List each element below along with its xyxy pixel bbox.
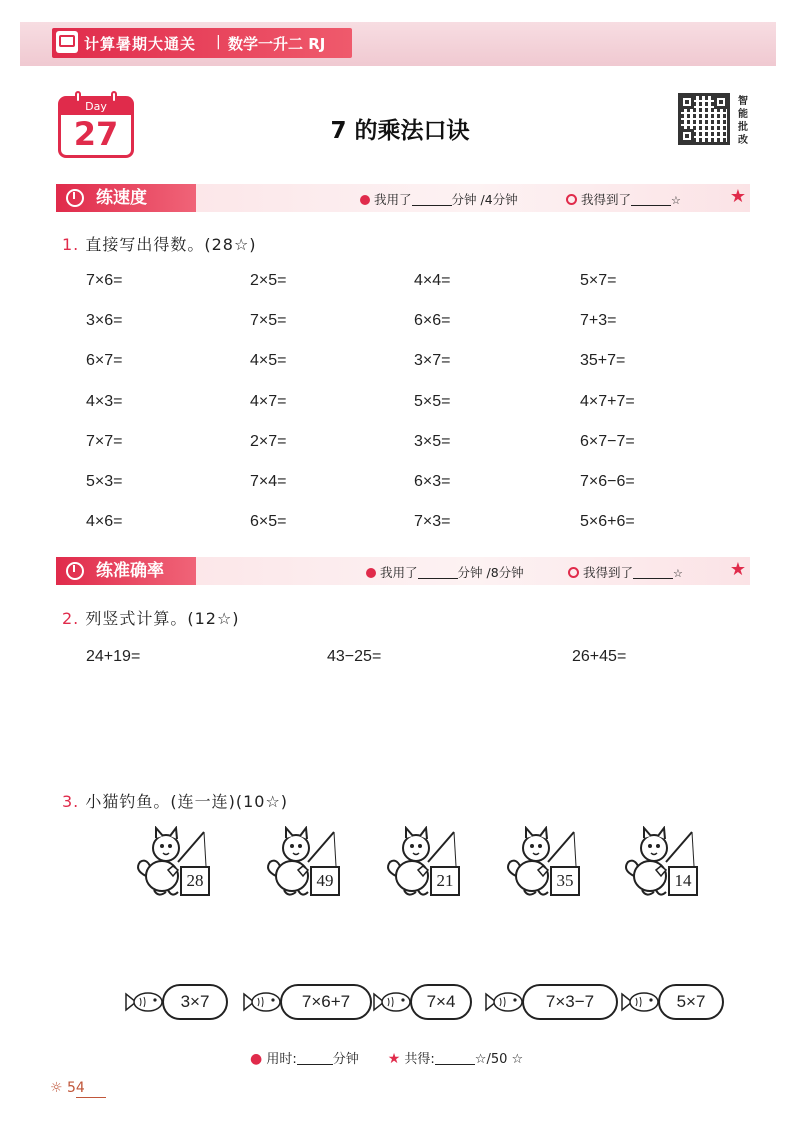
qr-code-icon[interactable] <box>678 93 730 145</box>
stopwatch-icon <box>66 189 84 207</box>
check-icon <box>568 567 579 578</box>
fish-icon <box>124 990 164 1014</box>
fishing-cat <box>620 826 720 900</box>
vertical-calc-item: 24+19= <box>86 648 141 665</box>
vertical-calc-item: 43−25= <box>327 648 382 665</box>
page-title: 7 的乘法口诀 <box>330 118 470 144</box>
oral-calc-item: 6×3= <box>414 473 451 490</box>
fish-expression: 7×3−7 <box>522 984 618 1020</box>
star-icon: ★ <box>387 1051 401 1067</box>
fishing-cat <box>382 826 482 900</box>
score-blank[interactable] <box>633 578 673 579</box>
fish-icon <box>620 990 660 1014</box>
total-score-blank[interactable] <box>435 1064 475 1065</box>
oral-calc-item: 6×7−7= <box>580 432 635 450</box>
check-icon <box>566 194 577 205</box>
oral-calc-item: 3×7= <box>414 352 451 370</box>
sun-icon: ☼ <box>50 1080 63 1096</box>
oral-calc-item: 4×4= <box>414 272 451 289</box>
section-bar-accuracy <box>56 557 750 585</box>
header-separator: | <box>216 34 221 50</box>
oral-calc-item: 35+7= <box>580 352 626 370</box>
score-blank[interactable] <box>631 205 671 206</box>
oral-calc-item: 6×7= <box>86 352 123 370</box>
day-number: 27 <box>73 115 119 153</box>
series-title: 计算暑期大通关 <box>84 35 197 53</box>
oral-calc-item: 2×5= <box>250 272 287 289</box>
clock-icon: ● <box>250 1051 263 1067</box>
oral-calc-item: 5×3= <box>86 473 123 490</box>
fish-icon <box>242 990 282 1014</box>
clock-icon <box>366 568 376 578</box>
oral-calc-item: 7×6−6= <box>580 473 635 490</box>
star-ribbon-icon: ★ <box>729 559 746 580</box>
fish-item[interactable] <box>242 984 374 1020</box>
cat-number-box[interactable]: 14 <box>668 866 698 896</box>
fish-icon <box>484 990 524 1014</box>
score-field: 我得到了 ☆ <box>566 190 681 208</box>
fish-item[interactable] <box>124 984 230 1020</box>
oral-calc-item: 7×3= <box>414 513 451 531</box>
fish-expression: 5×7 <box>658 984 724 1020</box>
clock-icon <box>360 195 370 205</box>
vertical-calc-item: 26+45= <box>572 648 627 665</box>
fishing-cat <box>262 826 362 900</box>
page-number: ☼ 54 <box>50 1080 85 1096</box>
oral-calc-item: 7×4= <box>250 473 287 490</box>
oral-calc-item: 4×3= <box>86 392 123 410</box>
oral-calc-item: 3×5= <box>414 432 451 450</box>
fish-expression: 7×6+7 <box>280 984 372 1020</box>
smart-grading-caption: 智 能 批 改 <box>738 96 748 146</box>
oral-calc-item: 2×7= <box>250 432 287 450</box>
question-2-prompt: 2. 列竖式计算。(12☆) <box>62 609 240 628</box>
oral-calc-item: 4×6= <box>86 513 123 531</box>
oral-calc-item: 3×6= <box>86 312 123 330</box>
subject-title: 数学一升二 RJ <box>228 35 326 53</box>
top-header-band <box>20 22 776 66</box>
oral-calc-item: 4×5= <box>250 352 287 370</box>
time-used-field: 我用了 分钟 /4分钟 <box>360 190 518 208</box>
star-ribbon-icon: ★ <box>729 186 746 207</box>
oral-calc-item: 7×6= <box>86 272 123 289</box>
fishing-cat <box>132 826 232 900</box>
section-bar-speed <box>56 184 750 212</box>
oral-calc-item: 7×5= <box>250 312 287 330</box>
section-label: 练准确率 <box>56 557 196 585</box>
footer-summary: ● 用时: 分钟 ★ 共得: ☆/50 ☆ <box>250 1051 524 1067</box>
oral-calc-item: 6×5= <box>250 513 287 531</box>
fish-item[interactable] <box>372 984 474 1020</box>
oral-calc-item: 7+3= <box>580 312 617 330</box>
target-icon <box>66 562 84 580</box>
score-field: 我得到了 ☆ <box>568 563 683 581</box>
question-3-prompt: 3. 小猫钓鱼。(连一连)(10☆) <box>62 792 289 811</box>
day-calendar-badge <box>58 96 134 158</box>
book-logo-icon <box>56 31 78 53</box>
question-1-prompt: 1. 直接写出得数。(28☆) <box>62 235 257 254</box>
oral-calc-item: 5×5= <box>414 392 451 410</box>
time-blank[interactable] <box>418 578 458 579</box>
cat-number-box[interactable]: 28 <box>180 866 210 896</box>
cat-number-box[interactable]: 35 <box>550 866 580 896</box>
time-blank[interactable] <box>412 205 452 206</box>
oral-calc-item: 7×7= <box>86 432 123 450</box>
section-label: 练速度 <box>56 184 196 212</box>
fish-icon <box>372 990 412 1014</box>
fish-expression: 7×4 <box>410 984 472 1020</box>
fishing-cat <box>502 826 602 900</box>
page-underline <box>76 1097 106 1098</box>
cat-number-box[interactable]: 49 <box>310 866 340 896</box>
day-label: Day <box>85 100 107 113</box>
time-used-field: 我用了 分钟 /8分钟 <box>366 563 524 581</box>
fish-item[interactable] <box>484 984 620 1020</box>
fish-expression: 3×7 <box>162 984 228 1020</box>
oral-calc-item: 5×6+6= <box>580 513 635 531</box>
oral-calc-item: 6×6= <box>414 312 451 330</box>
total-time-blank[interactable] <box>297 1064 333 1065</box>
oral-calc-item: 4×7= <box>250 392 287 410</box>
cat-number-box[interactable]: 21 <box>430 866 460 896</box>
oral-calc-item: 4×7+7= <box>580 392 635 410</box>
oral-calc-item: 5×7= <box>580 272 617 289</box>
fish-item[interactable] <box>620 984 726 1020</box>
